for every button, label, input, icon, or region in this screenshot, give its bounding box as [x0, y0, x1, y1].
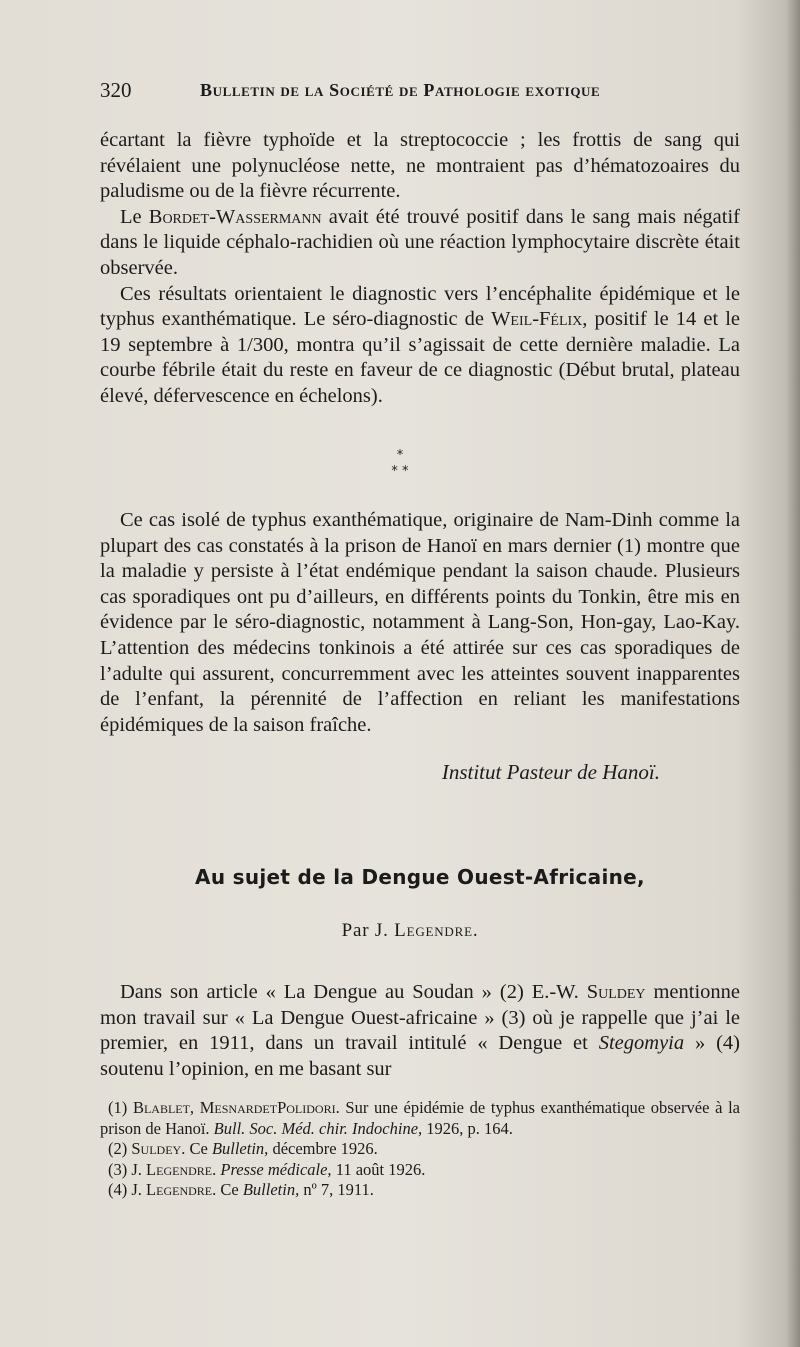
body-text-block-1 — [100, 128, 740, 410]
footnote-author: Suldey. — [131, 1139, 186, 1159]
running-head — [100, 78, 740, 108]
byline-author: Legendre. — [394, 920, 479, 941]
footnote-author: J. Legendre. — [131, 1159, 217, 1179]
footnote-number: (1) — [108, 1098, 133, 1117]
paragraph-5 — [100, 980, 740, 1082]
article-title: Au sujet de la Dengue Ouest-Africaine, — [195, 865, 645, 889]
text-run: Ces résultats orientaient le diagnostic vers l’encéphalite épidémique et le typhus exanthématique. Le séro-diagnostic de — [100, 282, 740, 331]
section-separator — [370, 448, 430, 480]
body-text-block-2 — [100, 508, 740, 738]
footnotes — [100, 1098, 740, 1201]
footnote-tail: 11 août 1926. — [331, 1159, 426, 1179]
footnote-3 — [100, 1160, 740, 1181]
footnote-2 — [100, 1139, 740, 1160]
italic-term: Stegomyia — [598, 1032, 685, 1055]
footnote-author: J. Legendre. — [131, 1180, 217, 1200]
footnote-tail: nº 7, 1911. — [299, 1180, 374, 1200]
text-run: Dans son article « La Dengue au Soudan » (2) E.-W. — [120, 981, 587, 1003]
footnote-number: (2) — [108, 1139, 132, 1159]
footnote-tail: décembre 1926. — [268, 1139, 378, 1159]
body-text-block-3 — [100, 980, 740, 1082]
author-name: Suldey — [586, 981, 646, 1003]
footnote-number: (4) — [108, 1180, 132, 1200]
footnote-text: Ce — [185, 1139, 212, 1159]
text-run: avait été trouvé positif dans le sang mais négatif dans le liquide céphalo-rachidien où une réaction lymphocytaire discrète était observée. — [100, 205, 740, 279]
text-run: » (4) soutenu l’opinion, en me basant sur — [100, 1032, 741, 1080]
footnote-author: Blablet, MesnardetPolidori. — [132, 1098, 340, 1117]
text-run: mentionne mon travail sur « La Dengue Ouest-africaine » (3) où je rappelle que j’ai le premier, en 1911, dans un travail intitulé « Dengue et — [100, 981, 740, 1055]
separator-star-top: * — [396, 448, 404, 463]
text-run: Le — [120, 205, 149, 228]
paragraph-3 — [100, 282, 740, 410]
footnote-number: (3) — [108, 1159, 132, 1179]
byline-prefix: Par J. — [341, 920, 395, 941]
paragraph-2 — [100, 205, 740, 282]
footnote-journal: Bulletin, — [242, 1180, 300, 1200]
footnote-journal: Bull. Soc. Méd. chir. Indochine, — [213, 1118, 423, 1138]
page-number: 320 — [100, 78, 132, 102]
page-edge-shadow — [786, 0, 800, 1347]
footnote-tail: 1926, p. 164. — [422, 1118, 513, 1138]
institution-signature: Institut Pasteur de Hanoï. — [441, 760, 660, 784]
footnote-journal: Bulletin, — [211, 1139, 269, 1159]
footnote-1 — [100, 1098, 740, 1139]
footnote-text: Sur une épidémie de typhus exanthématique observée à la prison de Hanoï. — [100, 1098, 740, 1138]
footnote-4 — [100, 1180, 740, 1201]
author-name: Weil-Félix — [491, 308, 583, 331]
journal-title: Bulletin de la Société de Pathologie exotique — [200, 80, 601, 100]
paragraph-1: écartant la fièvre typhoïde et la streptococcie ; les frottis de sang qui révélaient une polynucléose nette, ne montraient pas d’hématozoaires du paludisme ou de la fièvre récurrente. — [100, 129, 740, 203]
separator-stars-bottom: * * — [391, 464, 409, 479]
footnote-text: Ce — [216, 1180, 243, 1200]
paragraph-4: Ce cas isolé de typhus exanthématique, originaire de Nam-Dinh comme la plupart des cas constatés à la prison de Hanoï en mars dernier (1) montre que la maladie y persiste à l’état endémique pendant la saison chaude. Plusieurs cas sporadiques ont pu d’ailleurs, en différents points du Tonkin, être mis en évidence par le séro-diagnostic, notamment à Lang-Son, Hon-gay, Lao-Kay. L’attention des médecins tonkinois a été attirée sur ces cas sporadiques de l’adulte qui assurent, concurremment avec les atteintes souvent inapparentes de l’enfant, la pérennité de l’affection en reliant les manifestations épidémiques de la saison fraîche. — [100, 509, 740, 736]
text-run: , positif le 14 et le 19 septembre à 1/300, montra qu’il s’agissait de cette dernière maladie. La courbe fébrile était du reste en faveur de ce diagnostic (Début brutal, plateau élevé, défervescence en échelons). — [100, 308, 740, 407]
footnote-journal: Presse médicale, — [220, 1159, 332, 1179]
author-name: Bordet-Wassermann — [148, 205, 322, 228]
article-byline — [100, 920, 720, 942]
